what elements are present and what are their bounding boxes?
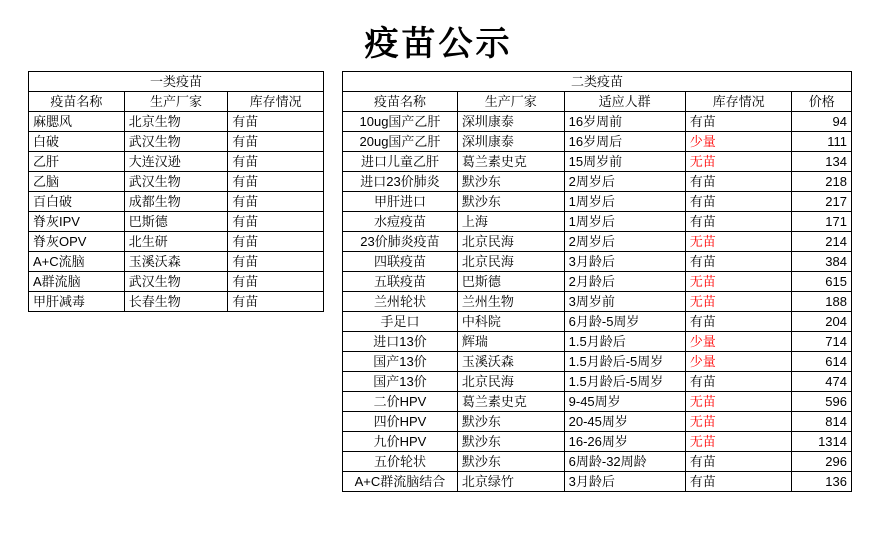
vaccine-manufacturer: 兰州生物 [457, 292, 564, 312]
vaccine-price: 474 [792, 372, 852, 392]
vaccine-population: 9-45周岁 [564, 392, 685, 412]
vaccine-population: 6周龄-32周龄 [564, 452, 685, 472]
table-two-header-price: 价格 [792, 92, 852, 112]
vaccine-price: 615 [792, 272, 852, 292]
vaccine-manufacturer: 北京民海 [457, 232, 564, 252]
table-row [343, 432, 852, 452]
vaccine-manufacturer: 北京生物 [124, 112, 228, 132]
vaccine-name: 五联疫苗 [343, 272, 458, 292]
table-one-caption-row [29, 72, 324, 92]
table-row [29, 172, 324, 192]
vaccine-manufacturer: 默沙东 [457, 432, 564, 452]
vaccine-name: 白破 [29, 132, 125, 152]
table-one-header-manufacturer: 生产厂家 [124, 92, 228, 112]
table-row [343, 372, 852, 392]
vaccine-stock: 有苗 [685, 192, 792, 212]
vaccine-stock: 有苗 [228, 212, 324, 232]
table-row [343, 172, 852, 192]
vaccine-population: 2周岁后 [564, 232, 685, 252]
vaccine-stock: 无苗 [685, 232, 792, 252]
vaccine-name: 四价HPV [343, 412, 458, 432]
vaccine-stock: 有苗 [685, 172, 792, 192]
vaccine-stock: 有苗 [228, 252, 324, 272]
table-row [343, 132, 852, 152]
tables-container [0, 71, 877, 492]
table-row [343, 292, 852, 312]
table-two-caption-row [343, 72, 852, 92]
table-one-header-row [29, 92, 324, 112]
vaccine-manufacturer: 默沙东 [457, 452, 564, 472]
vaccine-stock: 有苗 [228, 112, 324, 132]
vaccine-population: 16-26周岁 [564, 432, 685, 452]
table-row [343, 192, 852, 212]
vaccine-price: 614 [792, 352, 852, 372]
vaccine-name: 进口儿童乙肝 [343, 152, 458, 172]
vaccine-population: 1.5月龄后-5周岁 [564, 352, 685, 372]
vaccine-price: 94 [792, 112, 852, 132]
class-one-vaccine-table [28, 71, 324, 312]
table-two-header-population: 适应人群 [564, 92, 685, 112]
vaccine-stock: 无苗 [685, 432, 792, 452]
vaccine-price: 218 [792, 172, 852, 192]
vaccine-population: 3周岁前 [564, 292, 685, 312]
vaccine-manufacturer: 玉溪沃森 [457, 352, 564, 372]
table-row [343, 472, 852, 492]
vaccine-manufacturer: 大连汉逊 [124, 152, 228, 172]
vaccine-manufacturer: 巴斯德 [457, 272, 564, 292]
table-row [29, 152, 324, 172]
vaccine-population: 15周岁前 [564, 152, 685, 172]
vaccine-name: 国产13价 [343, 372, 458, 392]
vaccine-stock: 有苗 [228, 272, 324, 292]
vaccine-name: 甲肝进口 [343, 192, 458, 212]
vaccine-stock: 有苗 [228, 192, 324, 212]
vaccine-manufacturer: 葛兰素史克 [457, 392, 564, 412]
vaccine-name: 水痘疫苗 [343, 212, 458, 232]
table-row [343, 352, 852, 372]
table-row [343, 392, 852, 412]
table-two-header-name: 疫苗名称 [343, 92, 458, 112]
vaccine-stock: 有苗 [228, 232, 324, 252]
vaccine-price: 596 [792, 392, 852, 412]
vaccine-price: 296 [792, 452, 852, 472]
table-two-header-manufacturer: 生产厂家 [457, 92, 564, 112]
vaccine-name: 20ug国产乙肝 [343, 132, 458, 152]
vaccine-name: A+C流脑 [29, 252, 125, 272]
page-title: 疫苗公示 [364, 26, 513, 63]
vaccine-price: 111 [792, 132, 852, 152]
table-row [29, 132, 324, 152]
vaccine-manufacturer: 北京民海 [457, 372, 564, 392]
vaccine-price: 136 [792, 472, 852, 492]
table-row [29, 252, 324, 272]
table-row [343, 412, 852, 432]
vaccine-manufacturer: 葛兰素史克 [457, 152, 564, 172]
vaccine-manufacturer: 默沙东 [457, 192, 564, 212]
table-one-caption: 一类疫苗 [29, 72, 324, 92]
vaccine-price: 204 [792, 312, 852, 332]
vaccine-name: 手足口 [343, 312, 458, 332]
vaccine-population: 1.5月龄后-5周岁 [564, 372, 685, 392]
vaccine-name: 五价轮状 [343, 452, 458, 472]
vaccine-stock: 无苗 [685, 412, 792, 432]
vaccine-population: 3月龄后 [564, 472, 685, 492]
vaccine-manufacturer: 辉瑞 [457, 332, 564, 352]
vaccine-price: 1314 [792, 432, 852, 452]
table-row [343, 112, 852, 132]
vaccine-price: 714 [792, 332, 852, 352]
vaccine-stock: 无苗 [685, 392, 792, 412]
vaccine-manufacturer: 北京绿竹 [457, 472, 564, 492]
vaccine-name: A+C群流脑结合 [343, 472, 458, 492]
vaccine-population: 16岁周后 [564, 132, 685, 152]
vaccine-population: 16岁周前 [564, 112, 685, 132]
table-row [29, 292, 324, 312]
vaccine-stock: 无苗 [685, 292, 792, 312]
vaccine-population: 1.5月龄后 [564, 332, 685, 352]
vaccine-stock: 有苗 [685, 312, 792, 332]
vaccine-stock: 有苗 [685, 452, 792, 472]
vaccine-manufacturer: 武汉生物 [124, 132, 228, 152]
vaccine-name: 进口13价 [343, 332, 458, 352]
vaccine-manufacturer: 武汉生物 [124, 172, 228, 192]
vaccine-population: 2周岁后 [564, 172, 685, 192]
vaccine-name: 甲肝减毒 [29, 292, 125, 312]
vaccine-manufacturer: 巴斯德 [124, 212, 228, 232]
vaccine-stock: 无苗 [685, 152, 792, 172]
table-row [29, 212, 324, 232]
vaccine-population: 6月龄-5周岁 [564, 312, 685, 332]
vaccine-manufacturer: 成都生物 [124, 192, 228, 212]
vaccine-manufacturer: 长春生物 [124, 292, 228, 312]
vaccine-name: 国产13价 [343, 352, 458, 372]
vaccine-price: 214 [792, 232, 852, 252]
vaccine-price: 814 [792, 412, 852, 432]
table-row [29, 272, 324, 292]
vaccine-stock: 有苗 [685, 372, 792, 392]
table-row [343, 252, 852, 272]
vaccine-name: 麻腮风 [29, 112, 125, 132]
vaccine-name: 二价HPV [343, 392, 458, 412]
table-row [343, 272, 852, 292]
vaccine-name: 九价HPV [343, 432, 458, 452]
vaccine-name: 进口23价肺炎 [343, 172, 458, 192]
vaccine-manufacturer: 深圳康泰 [457, 112, 564, 132]
table-one-header-stock: 库存情况 [228, 92, 324, 112]
table-two-caption: 二类疫苗 [343, 72, 852, 92]
vaccine-stock: 有苗 [685, 472, 792, 492]
vaccine-manufacturer: 默沙东 [457, 412, 564, 432]
class-two-vaccine-table [342, 71, 852, 492]
vaccine-population: 20-45周岁 [564, 412, 685, 432]
table-one-body [29, 72, 324, 312]
table-row [343, 452, 852, 472]
vaccine-price: 188 [792, 292, 852, 312]
vaccine-stock: 有苗 [685, 212, 792, 232]
vaccine-manufacturer: 武汉生物 [124, 272, 228, 292]
vaccine-name: 23价肺炎疫苗 [343, 232, 458, 252]
vaccine-population: 1周岁后 [564, 212, 685, 232]
vaccine-stock: 有苗 [685, 112, 792, 132]
table-row [343, 212, 852, 232]
vaccine-stock: 有苗 [228, 172, 324, 192]
vaccine-population: 2月龄后 [564, 272, 685, 292]
table-row [343, 312, 852, 332]
vaccine-stock: 少量 [685, 332, 792, 352]
table-row [343, 152, 852, 172]
vaccine-manufacturer: 玉溪沃森 [124, 252, 228, 272]
vaccine-price: 134 [792, 152, 852, 172]
vaccine-name: 脊灰OPV [29, 232, 125, 252]
vaccine-name: 脊灰IPV [29, 212, 125, 232]
table-two-header-row [343, 92, 852, 112]
table-one-header-name: 疫苗名称 [29, 92, 125, 112]
table-row [29, 232, 324, 252]
vaccine-price: 384 [792, 252, 852, 272]
table-row [343, 232, 852, 252]
table-row [29, 112, 324, 132]
vaccine-stock: 少量 [685, 352, 792, 372]
vaccine-manufacturer: 默沙东 [457, 172, 564, 192]
vaccine-stock: 有苗 [228, 152, 324, 172]
table-two-body [343, 72, 852, 492]
vaccine-stock: 无苗 [685, 272, 792, 292]
vaccine-name: A群流脑 [29, 272, 125, 292]
vaccine-name: 百白破 [29, 192, 125, 212]
vaccine-name: 乙肝 [29, 152, 125, 172]
vaccine-stock: 有苗 [685, 252, 792, 272]
vaccine-population: 1周岁后 [564, 192, 685, 212]
vaccine-stock: 少量 [685, 132, 792, 152]
vaccine-name: 10ug国产乙肝 [343, 112, 458, 132]
vaccine-name: 兰州轮状 [343, 292, 458, 312]
vaccine-price: 217 [792, 192, 852, 212]
vaccine-name: 四联疫苗 [343, 252, 458, 272]
vaccine-stock: 有苗 [228, 292, 324, 312]
vaccine-population: 3月龄后 [564, 252, 685, 272]
vaccine-manufacturer: 上海 [457, 212, 564, 232]
vaccine-name: 乙脑 [29, 172, 125, 192]
vaccine-manufacturer: 北生研 [124, 232, 228, 252]
vaccine-stock: 有苗 [228, 132, 324, 152]
vaccine-manufacturer: 中科院 [457, 312, 564, 332]
vaccine-price: 171 [792, 212, 852, 232]
vaccine-manufacturer: 深圳康泰 [457, 132, 564, 152]
table-row [29, 192, 324, 212]
vaccine-manufacturer: 北京民海 [457, 252, 564, 272]
table-two-header-stock: 库存情况 [685, 92, 792, 112]
table-row [343, 332, 852, 352]
